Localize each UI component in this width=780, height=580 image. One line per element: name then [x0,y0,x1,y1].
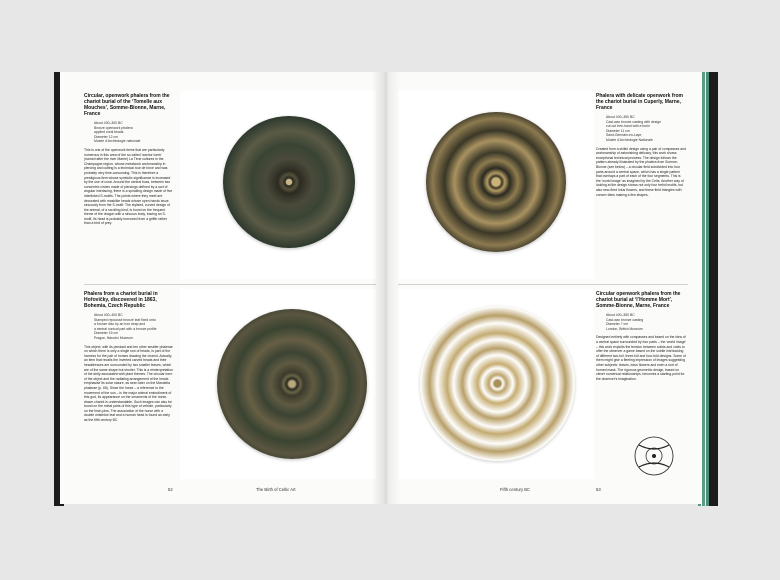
meta-line: About 400–400 BC [94,313,123,317]
caption-body: Created from a skilful design using a pair of compasses and workmanship of astonishing delicacy, this work shows exceptional technical prowess. The design follows the pattern already illustrated by the phalera from Somme-Bionne (see below) – a circular field subdivided into four parts around a central space, which has a single pattern that overlaps a part of each of the four segments. This is the ‘world image’ as imagined by the Celts. Another way of looking at the design shows not only four trefoil motifs, but also new-fired lotus flowers, and these field triangles with convex tides making a few shapes. [596,146,686,197]
meta-line: Cast-wax bronze casting with design [606,119,662,124]
phalera-photo-left-top [180,91,376,279]
meta-line: Stamped repoussé bronze leaf fixed onto [94,317,156,322]
caption-meta [596,313,686,331]
meta-line: London, British Museum [606,326,643,331]
caption-meta [84,121,174,144]
running-head-right: Fifth century BC [500,487,531,492]
caption-body: Designed entirely with compasses and based on the idea of a central space surrounded by four parts – the ‘world image’ – this work exploits the tension between solids and voids to offer the observer a game based on the subtle interlocking of different two-foil, three-foil and four-fold designs. Some of them might give a fleeting impression of images suggesting other subjects: leaves, lotus flowers and even a sort of horned mask. The rigorous geometric design, based on clever numerical relationships, becomes a starting-point for the observer’s imagination. [596,335,686,381]
meta-line: Bronze openwork phalera [94,125,133,130]
caption-title: Phalera from a chariot burial in Hořovičky, discovered in 1863, Bohemia, Czech Republic [84,291,158,309]
page-number-left: 52 [168,487,173,492]
meta-line: cut out free-hand with a burin [606,124,650,129]
meta-line: a central conical part with a bronze profile [94,326,157,331]
right-top-caption [596,93,686,197]
meta-line: Diameter 7 cm [606,322,629,327]
meta-line: Musée d’Archéologie nationale [94,139,141,144]
caption-title: Circular, openwork phalera from the chariot burial of the ‘Tomelle aux Mouches’, Somme-Bionne, Marne, France [84,93,170,117]
phalera-disc [420,306,575,461]
caption-meta [596,115,686,143]
phalera-disc [426,112,566,252]
left-top-caption [84,93,174,226]
meta-line: About 400–300 BC [94,121,123,125]
meta-line: a bronze disc by an iron strap and [94,322,146,327]
book-gutter-shadow [372,72,400,504]
divider [398,284,688,285]
meta-line: About 400–350 BC [606,313,635,317]
left-page [60,72,386,504]
divider [84,284,376,285]
phalera-photo-right-bottom [398,289,594,479]
caption-title: Circular openwork phalera from the chariot burial at ‘l’Homme Mort’, Somme-Bionne, Marne, France [596,291,681,309]
meta-line: Diameter 15 cm [94,331,118,336]
phalera-disc [217,309,367,459]
meta-line: applied coral beads [94,130,124,135]
running-head-left: The Birth of Celtic Art [256,487,296,492]
meta-line: About 400–350 BC [606,115,635,119]
right-page [386,72,702,504]
caption-body: This object, with its pendant and ten other smaller phalerae on which there is only a single row of heads, is part of the harness for the pair of horses drawing the chariot. Actually, an item that recalls the inverted carved heads and their headdresses are surrounded by two smaller leaves, which are of the same shape but shorter. This is a reinterpretation of the deity associated with plant themes. The circular form of the object and the radiating arrangement of the heads emphasise its solar nature, as seen later on the Mandelia phalerae (p. 65). Since the horse – a reference to the movement of the sun – is the major animal embodiment of this god, its appearance on the ornaments of the horse-drawn chariot is understandable. Such images can also be found on the metal parts of this type of vehicle, particularly on the linch-pins. The association of the horse with a double mistletoe leaf and a human head is found as early as the fifth century BC. [84,344,173,423]
right-bottom-caption [596,291,686,381]
page-number-right: 53 [596,487,601,492]
phalera-photo-right-top [398,91,594,279]
caption-body: This is one of the openwork items that are particularly numerous in this area of the so-called ‘warrior tomb’ (named after the river Marne) La Tène cultures in the Champagne region, whose metalwork workmanship in piercing and cutting is a technical tour de force and was probably very time-consuming. This is therefore a prestigious item whose symbolic significance is increased by the use of coral. Around the central boss, between two concentric circles made of piercings defined by a sort of angular interlacing, there is a spiralling design made of five interlinked S-motifs. The points where they meet are decorated with masklike heads whose open hands issue sinuously from the S-motif. The stylised, curved design of the animal, of a scrolling kind, is found on the frequent theme of the dragon with a sinuous body, tracing an S-motif, its head is probably borrowed from a griffin rather than a bird of prey. [84,147,173,226]
open-book [54,72,718,512]
meta-line: Saint-Germain-en-Laye, [606,133,643,138]
caption-title: Phalera with delicate openwork from the chariot burial in Cuperly, Marne, France [596,93,683,111]
phalera-photo-left-bottom [180,289,376,479]
caption-meta [84,313,174,341]
meta-line: Musée d’Archéologie Nationale [606,137,653,142]
meta-line: Cast-wax bronze casting [606,317,644,322]
compass-diagram-icon [633,435,675,477]
left-bottom-caption [84,291,174,423]
phalera-disc [223,116,355,248]
meta-line: Prague, Národní Muzeum [94,335,133,340]
meta-line: Diameter 12 cm [94,134,118,139]
meta-line: Diameter 11 cm [606,128,630,133]
